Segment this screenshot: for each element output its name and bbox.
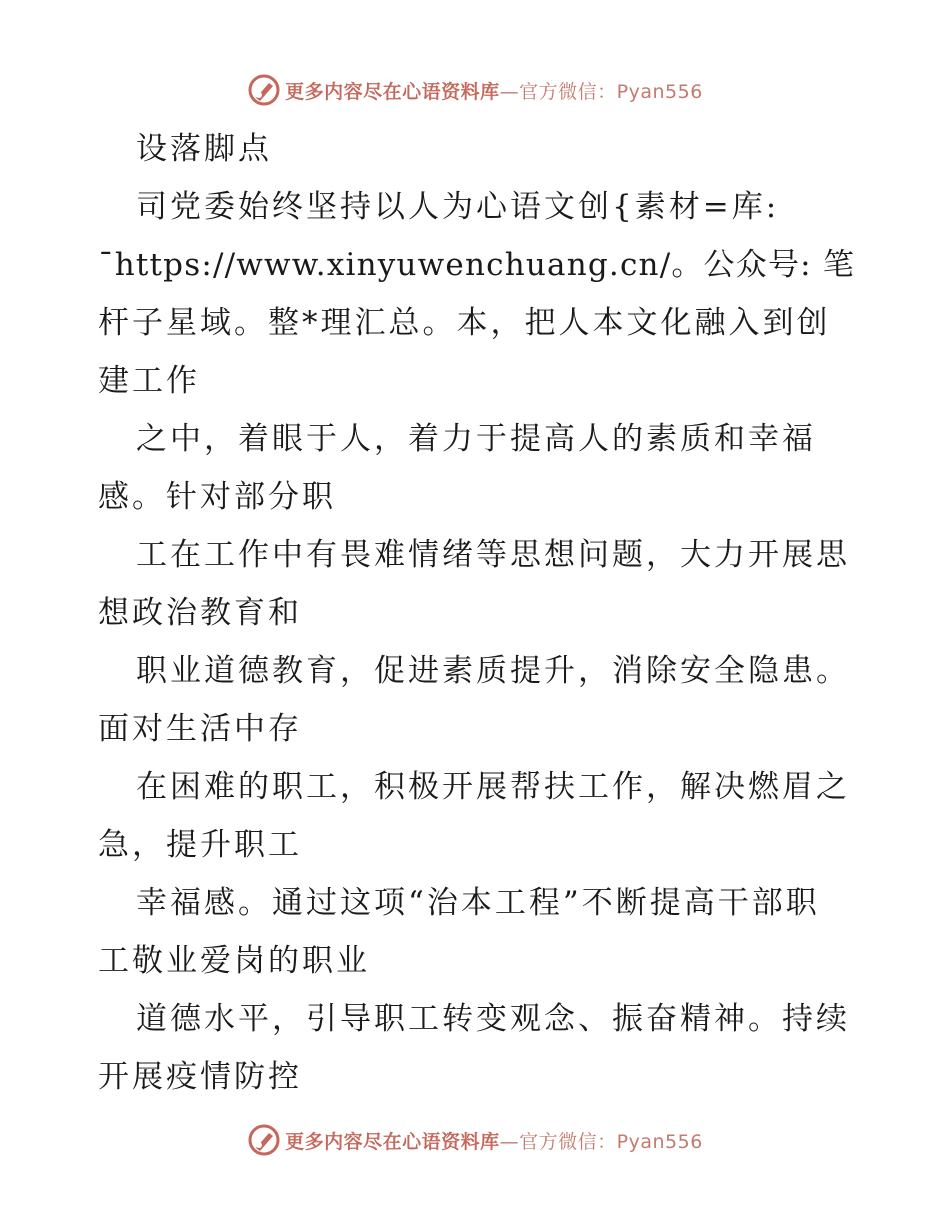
text-line: 建工作	[98, 363, 200, 399]
pen-logo-icon	[247, 73, 281, 107]
text-line: 面对生活中存	[98, 711, 302, 747]
watermark-brand: 更多内容尽在心语资料库	[285, 1130, 500, 1153]
watermark-brand: 更多内容尽在心语资料库	[285, 80, 500, 103]
watermark-text	[285, 1127, 703, 1154]
document-body	[98, 120, 858, 1106]
text-line: 设落脚点	[136, 131, 272, 167]
text-line: 工敬业爱岗的职业	[98, 943, 370, 979]
text-line: 在困难的职工，积极开展帮扶工作，解决燃眉之	[136, 769, 850, 805]
footer-watermark	[0, 1120, 950, 1160]
watermark-text	[285, 77, 703, 104]
text-line: 想政治教育和	[98, 595, 302, 631]
text-line: 职业道德教育，促进素质提升，消除安全隐患。	[136, 653, 850, 689]
text-line: 杆子星域。整*理汇总。本，把人本文化融入到创	[98, 305, 831, 341]
text-line: 司党委始终坚持以人为心语文创{素材=库:	[136, 189, 780, 225]
text-line: 开展疫情防控	[98, 1059, 302, 1095]
text-line: 道德水平，引导职工转变观念、振奋精神。持续	[136, 1001, 850, 1037]
header-watermark	[0, 70, 950, 110]
text-line: 之中，着眼于人，着力于提高人的素质和幸福	[136, 421, 816, 457]
text-line: ¯https://www.xinyuwenchuang.cn/。公众号: 笔	[98, 247, 856, 283]
text-line: 幸福感。通过这项“治本工程”不断提高干部职	[136, 885, 820, 921]
watermark-contact: —官方微信：Pyan556	[499, 1130, 703, 1153]
pen-logo-icon	[247, 1123, 281, 1157]
text-line: 感。针对部分职	[98, 479, 336, 515]
watermark-contact: —官方微信：Pyan556	[499, 80, 703, 103]
text-line: 急，提升职工	[98, 827, 302, 863]
text-line: 工在工作中有畏难情绪等思想问题，大力开展思	[136, 537, 850, 573]
